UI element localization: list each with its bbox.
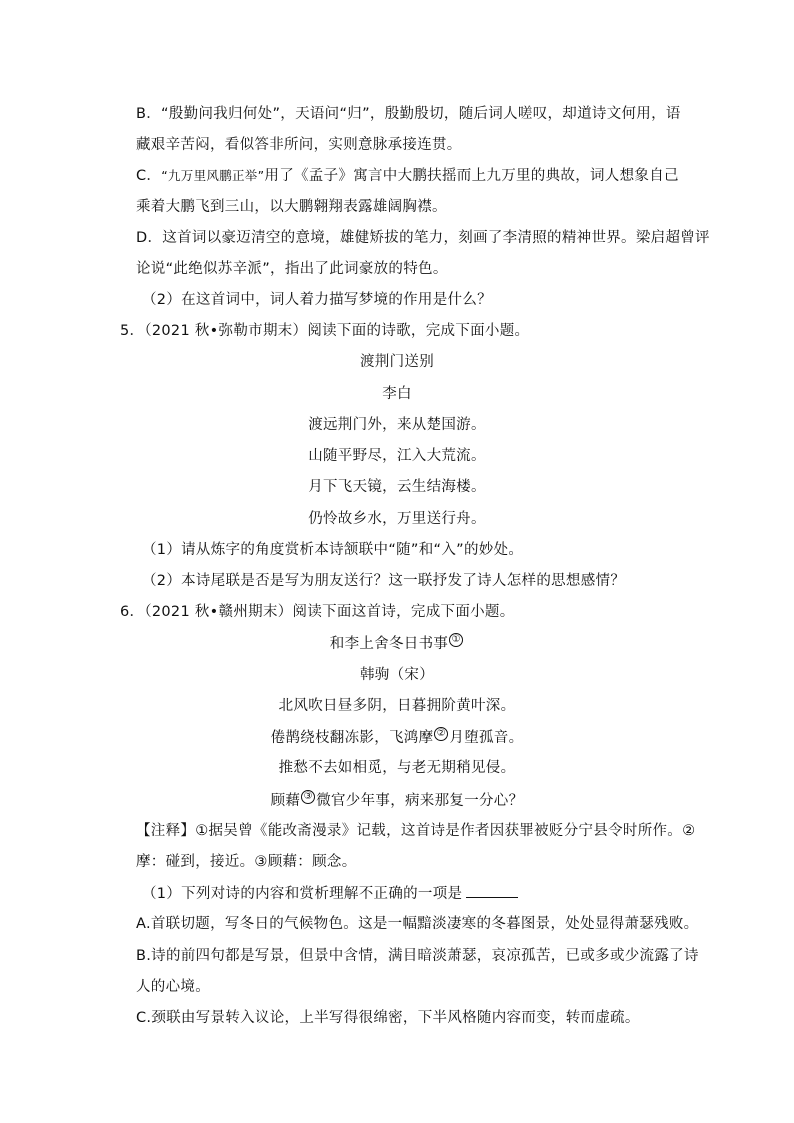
option-c-line-1 (136, 166, 679, 186)
annotation-line-2: 摩：碰到，接近。③顾藉：顾念。 (136, 854, 357, 870)
annotation-line-1: 【注释】①据吴曾《能改斋漫录》记载，这首诗是作者因获罪被贬分宁县令时所作。② (136, 823, 696, 839)
option-c-quote: “九万里风鹏正举” (161, 168, 265, 183)
poem-6-line-4a: 顾藉 (270, 793, 301, 809)
question-6-1-text: （1）下列对诗的内容和赏析理解不正确的一项是 (142, 886, 463, 902)
q6-option-c: C.颈联由写景转入议论，上半写得很绵密，下半风格随内容而变，转而虚疏。 (136, 1010, 640, 1026)
poem-6-author: 韩驹（宋） (360, 667, 434, 683)
option-b-line-2: 藏艰辛苦闷，看似答非所问，实则意脉承接连贯。 (136, 137, 462, 153)
footnote-marker: ③ (301, 790, 315, 804)
poem-6-line-2 (0, 727, 794, 748)
poem-6-line-4 (0, 790, 794, 811)
question-5-2: （2）本诗尾联是否是写为朋友送行？这一联抒发了诗人怎样的思想感情？ (142, 573, 626, 589)
poem-5-author: 李白 (382, 386, 412, 402)
footnote-marker: ① (449, 633, 463, 647)
poem-5-line-1: 渡远荆门外，来从楚国游。 (308, 417, 486, 433)
question-6-1 (142, 883, 518, 904)
q6-option-b-line-2: 人的心境。 (136, 979, 210, 995)
q6-option-a: A.首联切题，写冬日的气候物色。这是一幅黯淡凄寒的冬暮图景，处处显得萧瑟残败。 (136, 916, 699, 932)
answer-blank[interactable] (466, 883, 518, 898)
option-c-text: 用了《孟子》寓言中大鹏扶摇而上九万里的典故，词人想象自己 (264, 168, 679, 184)
question-5-intro: 5．（2021 秋•弥勒市期末）阅读下面的诗歌，完成下面小题。 (120, 323, 530, 339)
poem-5-line-4: 仍怜故乡水，万里送行舟。 (308, 511, 486, 527)
option-d-line-1: D．这首词以豪迈清空的意境，雄健矫拔的笔力，刻画了李清照的精神世界。梁启超曾评 (136, 230, 710, 246)
question-5-1: （1）请从炼字的角度赏析本诗颔联中“随”和“入”的妙处。 (142, 542, 524, 558)
poem-5-title: 渡荆门送别 (360, 354, 434, 370)
poem-5-line-3: 月下飞天镜，云生结海楼。 (308, 479, 486, 495)
q6-option-b-line-1: B.诗的前四句都是写景，但景中含情，满目暗淡萧瑟，哀凉孤苦，已或多或少流露了诗 (136, 948, 699, 964)
option-c-line-2: 乘着大鹏飞到三山，以大鹏翱翔表露雄阔胸襟。 (136, 199, 447, 215)
poem-6-line-2a: 倦鹊绕枝翻冻影，飞鸿摩 (270, 730, 434, 746)
option-b-line-1: B．“殷勤问我归何处”，天语问“归”，殷勤殷切，随后词人嗟叹，却道诗文何用，语 (136, 106, 681, 122)
poem-6-title-text: 和李上舍冬日书事 (329, 636, 449, 652)
poem-6-line-4b: 微官少年事，病来那复一分心？ (316, 793, 524, 809)
question-6-intro: 6．（2021 秋•赣州期末）阅读下面这首诗，完成下面小题。 (120, 604, 515, 620)
poem-5-line-2: 山随平野尽，江入大荒流。 (308, 448, 486, 464)
poem-6-line-1: 北风吹日昼多阴，日暮拥阶黄叶深。 (278, 698, 516, 714)
poem-6-line-2b: 月堕孤音。 (449, 730, 524, 746)
footnote-marker: ② (434, 727, 448, 741)
poem-6-line-3: 推愁不去如相觅，与老无期稍见侵。 (278, 760, 516, 776)
option-d-line-2: 论说“此绝似苏辛派”，指出了此词豪放的特色。 (136, 261, 448, 277)
poem-6-title (0, 633, 794, 654)
question-4-2: （2）在这首词中，词人着力描写梦境的作用是什么？ (142, 292, 492, 308)
option-c-marker: C． (136, 168, 162, 184)
